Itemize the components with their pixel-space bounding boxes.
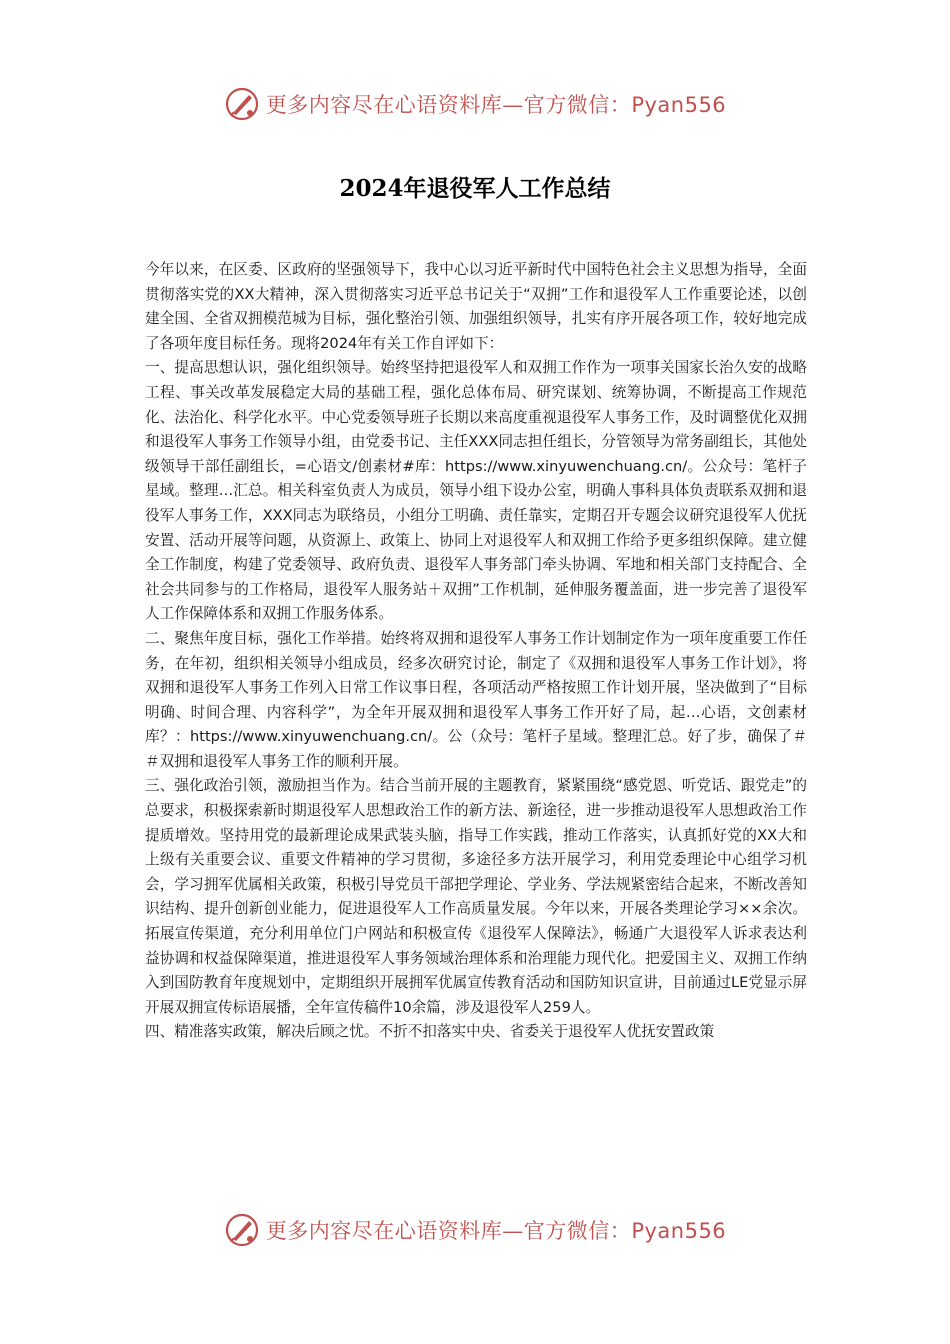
paragraph-section-4: 四、精准落实政策，解决后顾之忧。不折不扣落实中央、省委关于退役军人优抚安置政策 xyxy=(145,1023,715,1041)
paragraph-section-3: 三、强化政治引领，激励担当作为。结合当前开展的主题教育，紧紧围绕“感党恩、听党话、跟党走”的总要求，积极探索新时期退役军人思想政治工作的新方法、新途径，进一步推动退役军人思想政治工作提质增效。坚持用党的最新理论成果武装头脑，指导工作实践，推动工作落实，认真抓好党的XX大和上级有关重要会议、重要文件精神的学习贯彻，多途径多方法开展学习，利用党委理论中心组学习机会，学习拥军优属相关政策，积极引导党员干部把学理论、学业务、学法规紧密结合起来，不断改善知识结构、提升创新创业能力，促进退役军人工作高质量发展。今年以来，开展各类理论学习××余次。拓展宣传渠道，充分利用单位门户网站和积极宣传《退役军人保障法》，畅通广大退役军人诉求表达利益协调和权益保障渠道，推进退役军人事务领域治理体系和治理能力现代化。把爱国主义、双拥工作纳入到国防教育年度规划中，定期组织开展拥军优属宣传教育活动和国防知识宣讲，目前通过LE党显示屏开展双拥宣传标语展播，全年宣传稿件10余篇，涉及退役军人259人。 xyxy=(145,777,807,1016)
paragraph-section-1: 一、提高思想认识，强化组织领导。始终坚持把退役军人和双拥工作作为一项事关国家长治久安的战略工程、事关改革发展稳定大局的基础工程，强化总体布局、研究谋划、统筹协调，不断提高工作规范化、法治化、科学化水平。中心党委领导班子长期以来高度重视退役军人事务工作，及时调整优化双拥和退役军人事务工作领导小组，由党委书记、主任XXX同志担任组长，分管领导为常务副组长，其他处级领导干部任副组长，=心语文/创素材#库：https://www.xinyuwenchuang.cn/。公众号：笔杆子星域。整理…汇总。相关科室负责人为成员，领导小组下设办公室，明确人事科具体负责联系双拥和退役军人事务工作，XXX同志为联络员，小组分工明确、责任靠实，定期召开专题会议研究退役军人优抚安置、活动开展等问题，从资源上、政策上、协同上对退役军人和双拥工作给予更多组织保障。建立健全工作制度，构建了党委领导、政府负责、退役军人事务部门牵头协调、军地和相关部门支持配合、全社会共同参与的工作格局，退役军人服务站＋双拥”工作机制，延伸服务覆盖面，进一步完善了退役军人工作保障体系和双拥工作服务体系。 xyxy=(145,359,807,623)
quill-pen-seal-icon xyxy=(224,1212,260,1248)
header-banner xyxy=(0,82,950,126)
quill-pen-seal-icon xyxy=(224,86,260,122)
wechat-id: Pyan556 xyxy=(631,1219,727,1243)
banner-text: 更多内容尽在心语资料库—官方微信：Pyan556 xyxy=(265,93,727,117)
document-body xyxy=(145,258,807,1045)
document-title: 2024年退役军人工作总结 xyxy=(339,175,611,202)
wechat-id: Pyan556 xyxy=(631,93,727,117)
paragraph-intro: 今年以来，在区委、区政府的坚强领导下，我中心以习近平新时代中国特色社会主义思想为指导，全面贯彻落实党的XX大精神，深入贯彻落实习近平总书记关于“双拥”工作和退役军人工作重要论述，以创建全国、全省双拥模范城为目标，强化整治引领、加强组织领导，扎实有序开展各项工作，较好地完成了各项年度目标任务。现将2024年有关工作自评如下： xyxy=(145,261,807,352)
footer-banner xyxy=(0,1208,950,1252)
banner-text: 更多内容尽在心语资料库—官方微信：Pyan556 xyxy=(265,1219,727,1243)
paragraph-section-2: 二、聚焦年度目标，强化工作举措。始终将双拥和退役军人事务工作计划制定作为一项年度重要工作任务，在年初，组织相关领导小组成员，经多次研究讨论，制定了《双拥和退役军人事务工作计划》，将双拥和退役军人事务工作列入日常工作议事日程，各项活动严格按照工作计划开展，坚决做到了“目标明确、时间合理、内容科学”，为全年开展双拥和退役军人事务工作开好了局，起…心语，文创素材库？：https://www.xinyuwenchuang.cn/。公（众号：笔杆子星域。整理汇总。好了步，确保了＃＃双拥和退役军人事务工作的顺利开展。 xyxy=(145,629,807,770)
